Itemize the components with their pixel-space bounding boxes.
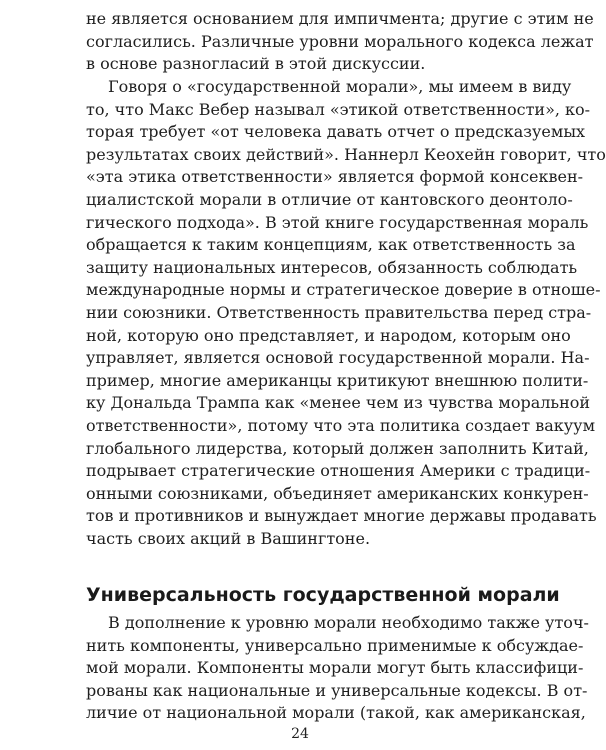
paragraph-universality — [86, 612, 589, 725]
text-line: результатах своих действий». Наннерл Кеохейн говорит, что — [86, 144, 606, 164]
text-line: В дополнение к уровню морали необходимо также уточ- — [108, 613, 589, 632]
text-line: обращается к таким концепциям, как ответственность за — [86, 235, 576, 255]
section-heading: Универсальность государственной морали — [86, 583, 560, 606]
text-line: глобального лидерства, который должен заполнить Китай, — [86, 438, 589, 458]
text-line: «эта этика ответственности» является формой консеквен- — [86, 167, 584, 187]
text-line: мой морали. Компоненты морали могут быть классифици- — [86, 658, 584, 678]
text-line: пример, многие американцы критикуют внешнюю полити- — [86, 370, 589, 390]
text-line: Говоря о «государственной морали», мы имеем в виду — [108, 77, 572, 96]
text-line: в основе разногласий в этой дискуссии. — [86, 54, 426, 74]
text-line: торая требует «от человека давать отчет о предсказуемых — [86, 122, 586, 142]
page-number: 24 — [291, 726, 309, 742]
text-line: защиту национальных интересов, обязанность соблюдать — [86, 257, 578, 277]
text-line: гического подхода». В этой книге государственная мораль — [86, 212, 589, 232]
paragraph-state-morality — [86, 76, 606, 550]
text-line: нить компоненты, универсально применимые к обсуждае- — [86, 635, 584, 655]
text-line: подрывает стратегические отношения Америки с традици- — [86, 461, 591, 481]
text-line: часть своих акций в Вашингтоне. — [86, 528, 371, 548]
text-line: рованы как национальные и универсальные кодексы. В от- — [86, 680, 588, 700]
text-line: не является основанием для импичмента; другие с этим не — [86, 9, 594, 28]
text-line: личие от национальной морали (такой, как американская, — [86, 703, 586, 723]
text-line: тов и противников и вынуждает многие державы продавать — [86, 506, 597, 526]
text-line: международные нормы и стратегическое доверие в отноше- — [86, 280, 601, 300]
text-line: онными союзниками, объединяет американских конкурен- — [86, 483, 589, 503]
text-line: циалистской морали в отличие от кантовского деонтоло- — [86, 189, 573, 209]
text-line: ответственности», потому что эта политика создает вакуум — [86, 415, 596, 435]
paragraph-continued — [86, 8, 594, 76]
text-line: нии союзники. Ответственность правительства перед стра- — [86, 302, 592, 322]
text-line: то, что Макс Вебер называл «этикой ответственности», ко- — [86, 99, 591, 119]
text-line: ной, которую оно представляет, и народом, которым оно — [86, 325, 571, 345]
text-line: согласились. Различные уровни морального кодекса лежат — [86, 31, 594, 51]
text-line: ку Дональда Трампа как «менее чем из чувства моральной — [86, 393, 591, 413]
text-line: управляет, является основой государственной морали. На- — [86, 348, 590, 368]
